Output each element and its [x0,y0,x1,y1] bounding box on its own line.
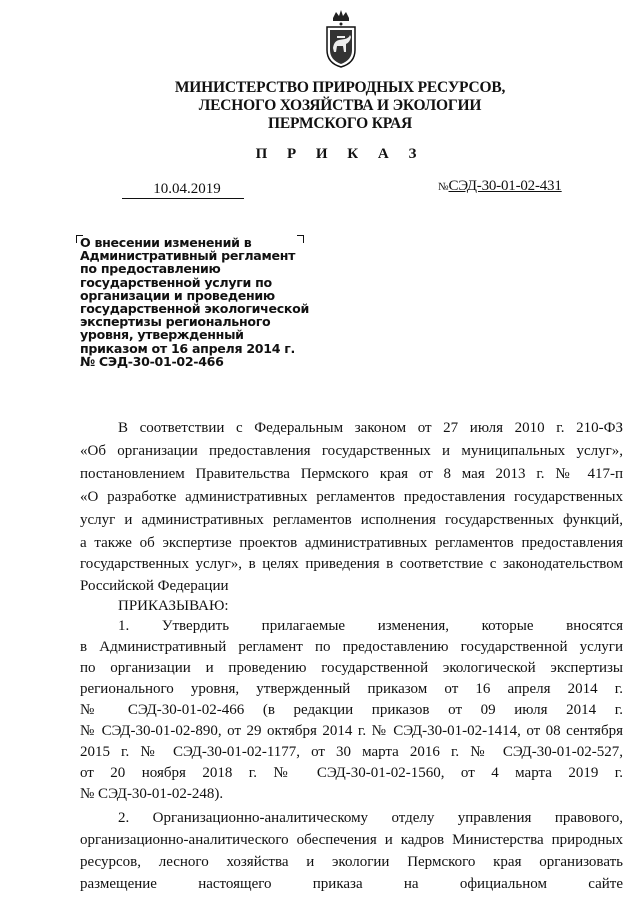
subject-line: Административный регламент [80,248,296,264]
document-type-title: П Р И К А З [255,146,425,162]
body-line: 2015 г. № СЭД-30-01-02-1177, от 30 марта 2016 г. № СЭД-30-01-02-527, [80,744,623,760]
body-line: В соответствии с Федеральным законом от 27 июля 2010 г. 210-ФЗ [118,420,623,436]
body-line: услуг и административных регламентов исполнения государственных функций, [80,512,623,528]
ministry-name-line-2: ЛЕСНОГО ХОЗЯЙСТВА И ЭКОЛОГИИ [198,97,482,114]
body-line: организационно-аналитического обеспечения и кадров Министерства природных [80,832,623,848]
body-line: по организации и проведению государственной экологической экспертизы [80,660,623,676]
body-line: 1. Утвердить прилагаемые изменения, которые вносятся [118,618,623,634]
ministry-name-line-3: ПЕРМСКОГО КРАЯ [267,115,413,132]
body-line: от 20 ноября 2018 г. № СЭД-30-01-02-1560, от 4 марта 2019 г. [80,765,623,781]
document-number [438,178,562,195]
body-line: постановлением Правительства Пермского края от 8 мая 2013 г. № 417-п [80,466,623,482]
subject-line: приказом от 16 апреля 2014 г. [80,340,296,356]
subject-line: организации и проведению [80,287,275,303]
document-date: 10.04.2019 [122,181,244,199]
perm-krai-coat-of-arms-icon [324,8,358,68]
body-line: в Административный регламент по предоставлению государственной услуги [80,639,623,655]
body-line: регионального уровня, утвержденный приказом от 16 апреля 2014 г. [80,681,623,697]
number-sign: № [438,181,449,193]
subject-line: № СЭД-30-01-02-466 [80,353,224,369]
subject-line: О внесении изменений в [80,235,252,250]
body-line: размещение настоящего приказа на официальном сайте [80,876,623,892]
body-line: государственных услуг», в целях приведения в соответствие с законодательством [80,556,623,572]
subject-line: государственной экологической [80,301,310,317]
document-number-value: СЭД-30-01-02-431 [448,178,562,194]
body-line: Российской Федерации [80,578,229,594]
body-line: а также об экспертизе проектов административных регламентов предоставления [80,535,623,551]
body-line: ресурсов, лесного хозяйства и экологии Пермского края организовать [80,854,623,870]
body-line: № СЭД-30-01-02-248). [80,786,224,802]
body-line: 2. Организационно-аналитическому отделу управления правового, [118,810,623,826]
body-line: № СЭД-30-01-02-890, от 29 октября 2014 г. № СЭД-30-01-02-1414, от 08 сентября [80,723,623,739]
order-directive: ПРИКАЗЫВАЮ: [118,598,229,614]
ministry-name-line-1: МИНИСТЕРСТВО ПРИРОДНЫХ РЕСУРСОВ, [174,79,506,96]
body-line: «О разработке административных регламентов предоставления государственных [80,489,623,505]
subject-line: по предоставлению [80,261,221,277]
subject-block [80,236,320,368]
subject-line: экспертизы регионального [80,314,271,330]
subject-line: государственной услуги по [80,274,272,290]
body-line: «Об организации предоставления государственных и муниципальных услуг», [80,443,623,459]
subject-line: уровня, утвержденный [80,327,244,343]
body-line: № СЭД-30-01-02-466 (в редакции приказов от 09 июля 2014 г. [80,702,623,718]
